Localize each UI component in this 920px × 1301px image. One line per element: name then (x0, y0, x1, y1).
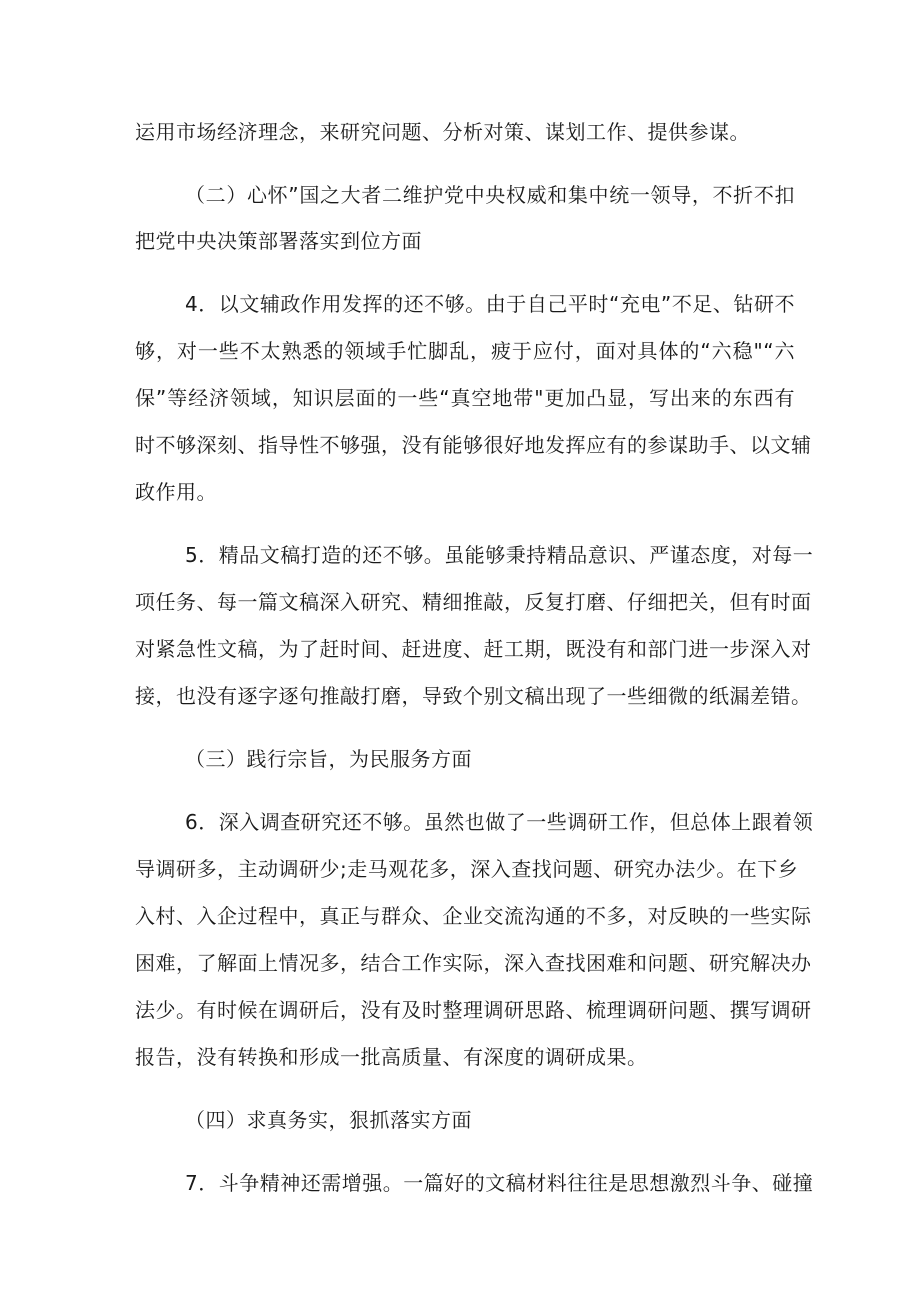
section-heading: （三）践行宗旨，为民服务方面 (185, 747, 472, 771)
text-line: 运用市场经济理念，来研究问题、分析对策、谋划工作、提供参谋。 (135, 120, 750, 144)
paragraph-line: 政作用。 (135, 480, 217, 504)
paragraph-line: 法少。有时候在调研后，没有及时整理调研思路、梳理调研问题、撰写调研 (135, 998, 812, 1022)
paragraph-line: 5．精品文稿打造的还不够。虽能够秉持精品意识、严谨态度，对每一 (185, 543, 814, 567)
paragraph-line: 困难，了解面上情况多，结合工作实际，深入查找困难和问题、研究解决办 (135, 951, 812, 975)
paragraph-line: 6．深入调查研究还不够。虽然也做了一些调研工作，但总体上跟着领 (185, 810, 814, 834)
section-heading: （四）求真务实，狠抓落实方面 (185, 1108, 472, 1132)
paragraph-line: 对紧急性文稿，为了赶时间、赶进度、赶工期，既没有和部门进一步深入对 (135, 637, 812, 661)
paragraph-line: 导调研多，主动调研少;走马观花多，深入查找问题、研究办法少。在下乡 (135, 857, 799, 881)
paragraph-line: 报告，没有转换和形成一批高质量、有深度的调研成果。 (135, 1045, 648, 1069)
section-heading: 把党中央决策部署落实到位方面 (135, 229, 422, 253)
paragraph-line: 够，对一些不太熟悉的领域手忙脚乱，疲于应付，面对具体的“六稳"“六 (135, 339, 795, 363)
paragraph-line: 4．以文辅政作用发挥的还不够。由于自己平时“充电”不足、钻研不 (185, 292, 795, 316)
paragraph-line: 项任务、每一篇文稿深入研究、精细推敲，反复打磨、仔细把关，但有时面 (135, 590, 812, 614)
paragraph-line: 7．斗争精神还需增强。一篇好的文稿材料往往是思想激烈斗争、碰撞 (185, 1171, 814, 1195)
paragraph-line: 时不够深刻、指导性不够强，没有能够很好地发挥应有的参谋助手、以文辅 (135, 433, 812, 457)
paragraph-line: 保”等经济领域，知识层面的一些“真空地带"更加凸显，写出来的东西有 (135, 386, 795, 410)
paragraph-line: 入村、入企过程中，真正与群众、企业交流沟通的不多，对反映的一些实际 (135, 904, 812, 928)
paragraph-line: 接，也没有逐字逐句推敲打磨，导致个别文稿出现了一些细微的纸漏差错。 (135, 684, 812, 708)
section-heading: （二）心怀”国之大者二维护党中央权威和集中统一领导，不折不扣 (185, 183, 795, 207)
